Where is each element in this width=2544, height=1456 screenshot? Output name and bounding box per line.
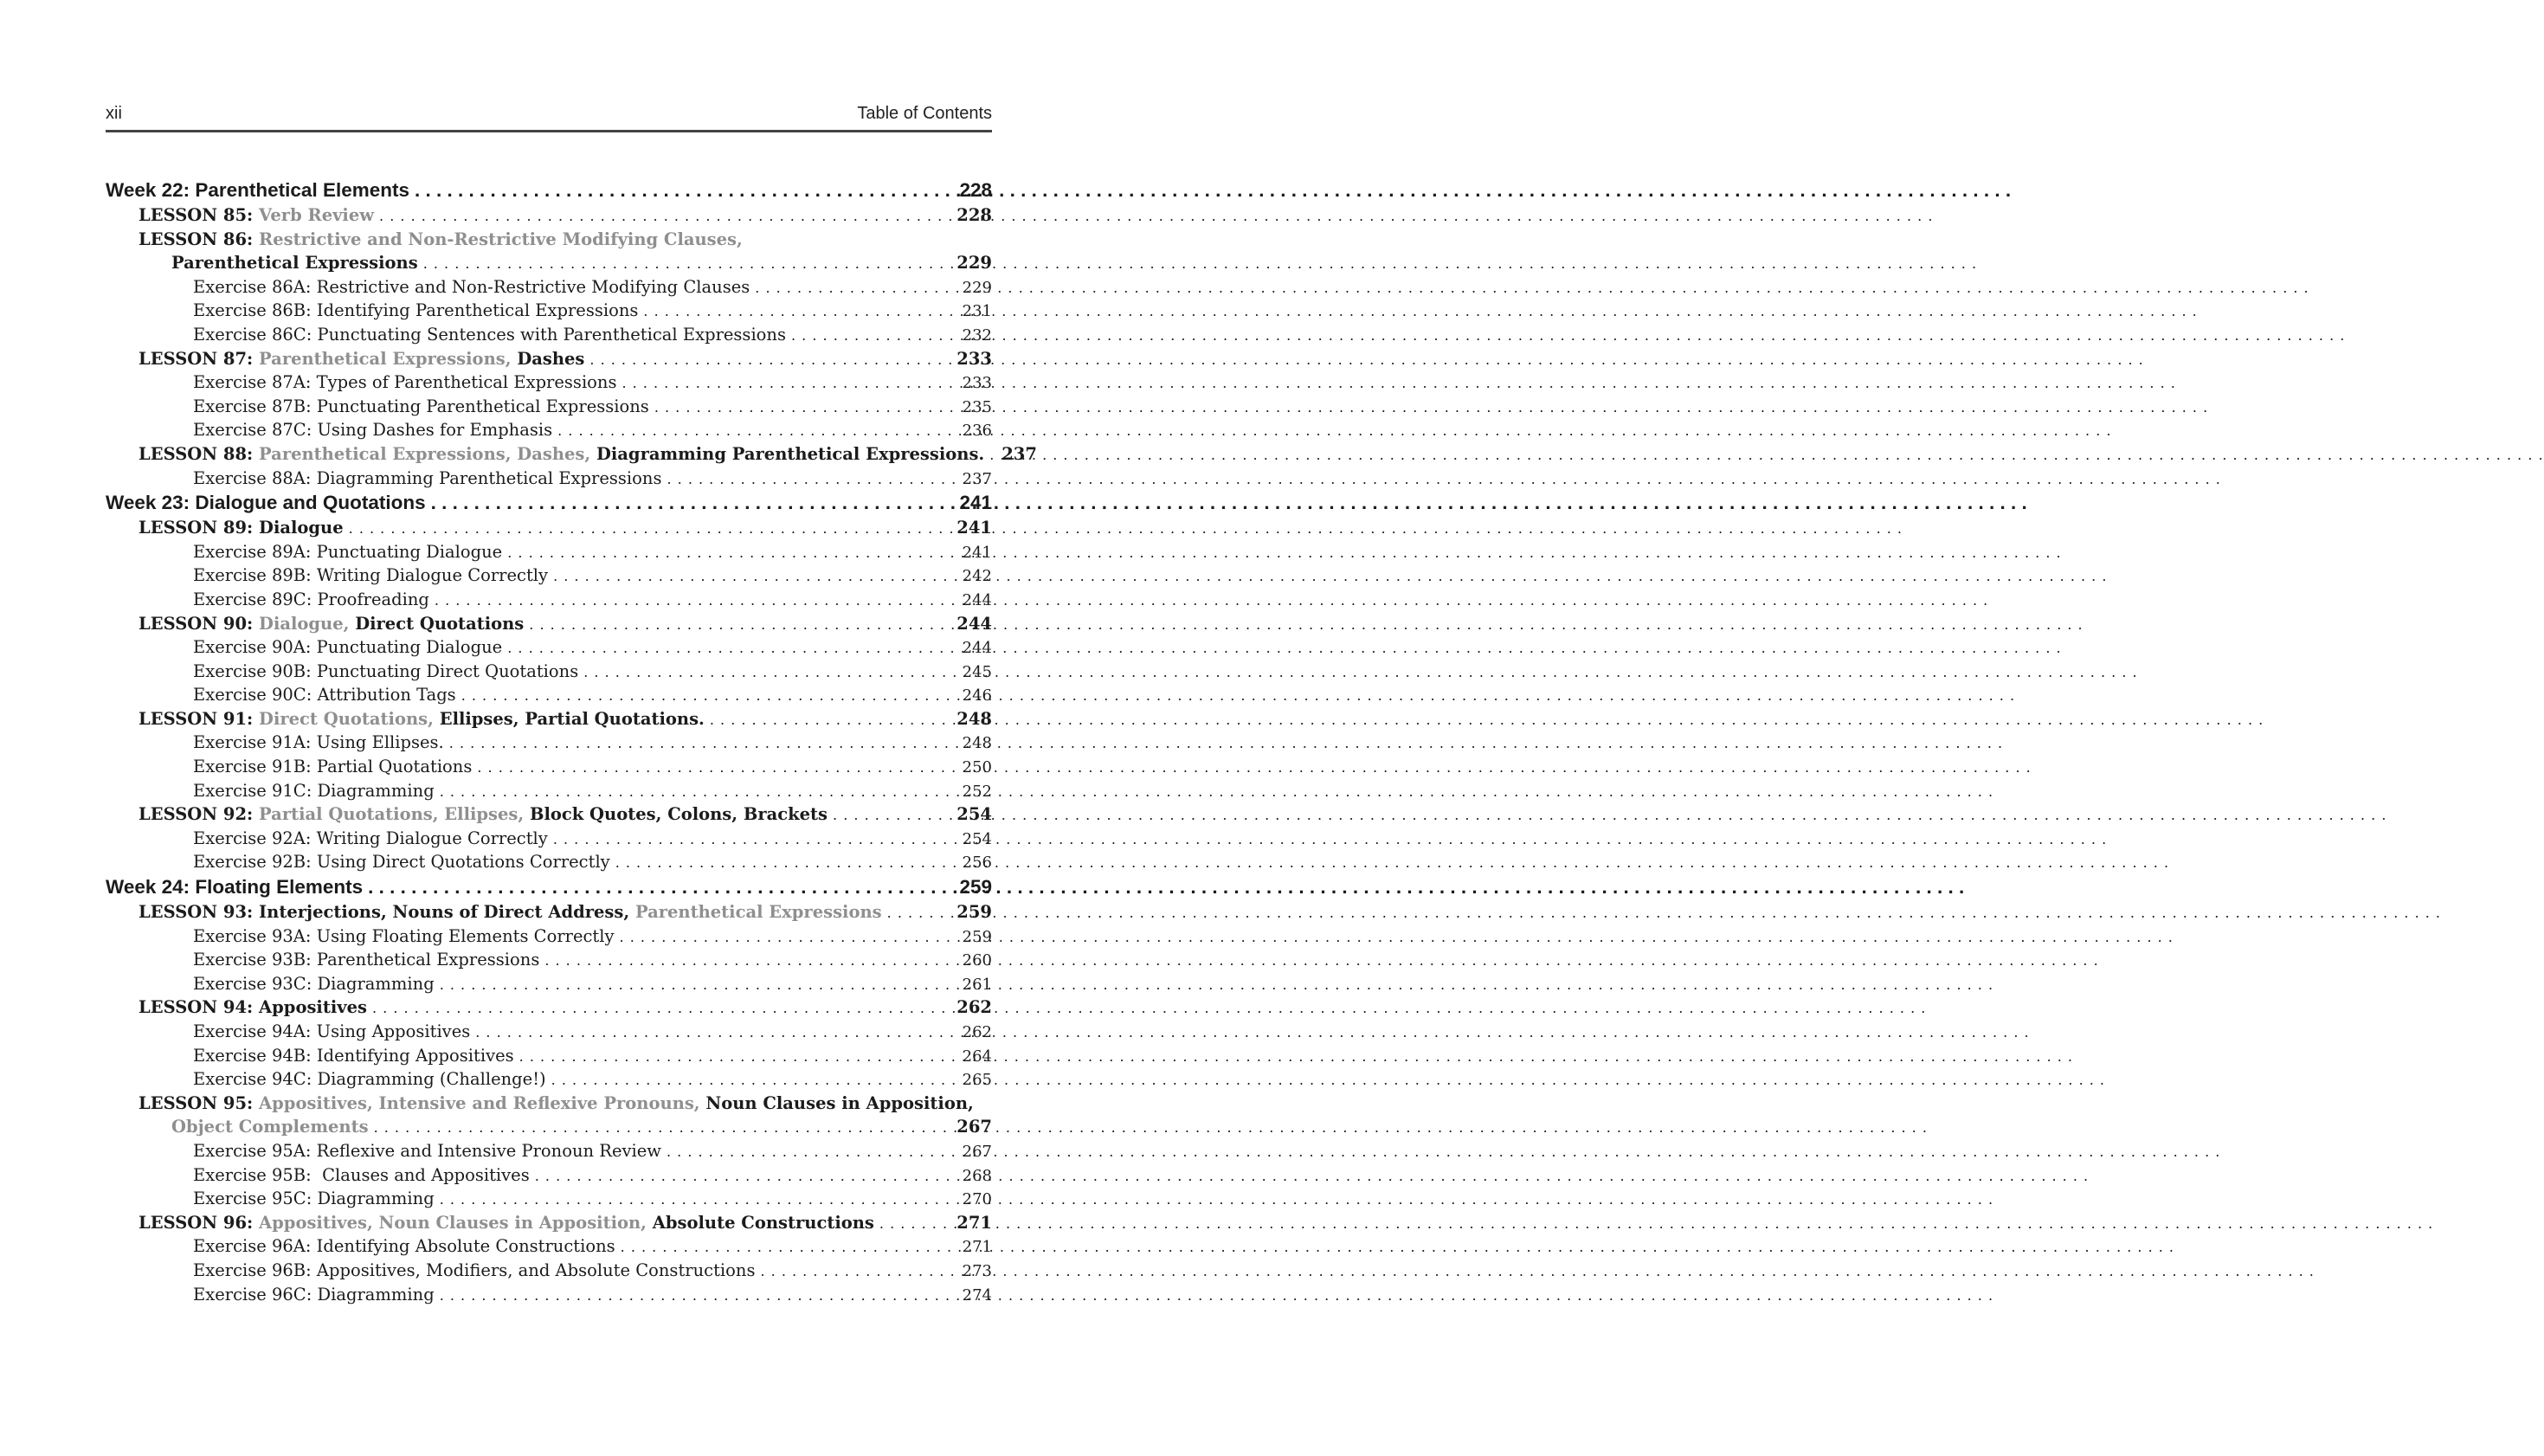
toc-exercise-entry[interactable]: [106, 467, 992, 491]
week-title: Week 23: Dialogue and Quotations: [106, 492, 426, 514]
document-page: [0, 0, 1120, 1456]
review-topic: Dialogue,: [259, 613, 350, 634]
dot-leader: [363, 874, 959, 900]
page-number: 270: [962, 1190, 992, 1209]
toc-exercise-entry[interactable]: [106, 418, 992, 442]
page-number: 260: [962, 951, 992, 970]
page-number: 261: [962, 975, 992, 994]
page-number: 241: [959, 492, 992, 514]
toc-exercise-entry[interactable]: [106, 540, 992, 564]
dot-leader: [539, 949, 962, 973]
toc-exercise-entry[interactable]: [106, 850, 992, 874]
toc-lesson-entry-continued[interactable]: [106, 1115, 992, 1139]
toc-week-entry[interactable]: [106, 490, 992, 516]
toc-exercise-entry[interactable]: [106, 1044, 992, 1068]
new-topic: Absolute Constructions: [652, 1212, 874, 1233]
exercise-title: Exercise 92B: Using Direct Quotations Correctly: [193, 852, 610, 873]
dot-leader: [615, 925, 963, 950]
exercise-title: Exercise 88A: Diagramming Parenthetical Expressions: [193, 467, 662, 488]
page-number: 273: [962, 1261, 992, 1280]
toc-lesson-entry[interactable]: [106, 1211, 992, 1235]
lesson-title: [138, 995, 367, 1020]
review-topic: Verb Review: [259, 205, 375, 225]
running-title: Table of Contents: [857, 104, 992, 123]
toc-exercise-entry[interactable]: [106, 564, 992, 588]
new-topic: Parenthetical Expressions: [171, 253, 418, 274]
toc-lesson-entry[interactable]: [106, 228, 992, 252]
page-number: 229: [956, 253, 992, 274]
lesson-title: [138, 228, 743, 252]
dot-leader: [367, 996, 956, 1021]
lesson-label: LESSON 91:: [138, 708, 254, 729]
page-number: 233: [962, 374, 992, 393]
toc-exercise-entry[interactable]: [106, 948, 992, 972]
dot-leader: [344, 517, 957, 541]
exercise-title: Exercise 96C: Diagramming: [193, 1284, 435, 1305]
dot-leader: [514, 1045, 963, 1069]
toc-exercise-entry[interactable]: [106, 299, 992, 323]
week-title: Week 24: Floating Elements: [106, 876, 364, 899]
page-number: 267: [956, 1117, 992, 1137]
dot-leader: [418, 252, 957, 276]
page-number: 229: [962, 278, 992, 297]
page-number: 237: [962, 469, 992, 488]
page-number: 271: [956, 1212, 992, 1233]
exercise-title: Exercise 86B: Identifying Parenthetical Expressions: [193, 300, 639, 321]
new-topic: Block Quotes, Colons, Brackets: [529, 804, 828, 825]
review-topic: Parenthetical Expressions,: [259, 348, 512, 369]
exercise-title: Exercise 92A: Writing Dialogue Correctly: [193, 828, 548, 848]
review-topic: Partial Quotations, Ellipses,: [259, 804, 525, 825]
toc-exercise-entry[interactable]: [106, 924, 992, 949]
lesson-title: [138, 203, 374, 228]
dot-leader: [548, 564, 963, 589]
review-topic: Parenthetical Expressions, Dashes,: [259, 443, 591, 464]
page-number: 244: [962, 590, 992, 609]
new-topic: Appositives: [259, 997, 367, 1018]
page-number: 259: [956, 902, 992, 923]
exercise-title: Exercise 91B: Partial Quotations: [193, 757, 473, 777]
dot-leader: [584, 348, 956, 372]
lesson-label: LESSON 88:: [138, 443, 254, 464]
toc-exercise-entry[interactable]: [106, 1187, 992, 1211]
toc-exercise-entry[interactable]: [106, 1234, 992, 1259]
dot-leader: [435, 1284, 963, 1308]
dot-leader: [470, 1021, 962, 1045]
page-number: 233: [956, 348, 992, 369]
exercise-title: Exercise 93C: Diagramming: [193, 973, 435, 994]
dot-leader: [426, 490, 960, 516]
page-number: 256: [962, 854, 992, 873]
exercise-title: Exercise 94A: Using Appositives: [193, 1021, 471, 1041]
toc-lesson-entry[interactable]: [106, 900, 992, 924]
exercise-title: Exercise 86A: Restrictive and Non-Restrictive Modifying Clauses: [193, 276, 750, 297]
dot-leader: [638, 300, 962, 324]
toc-exercise-entry[interactable]: [106, 275, 992, 300]
dot-leader: [546, 1068, 963, 1092]
dot-leader: [610, 851, 963, 875]
lesson-title: [138, 707, 705, 731]
toc-exercise-entry[interactable]: [106, 827, 992, 851]
lesson-title: [138, 1092, 974, 1116]
page-number: 231: [962, 302, 992, 321]
toc-lesson-entry[interactable]: [106, 203, 992, 228]
toc-exercise-entry[interactable]: [106, 1163, 992, 1188]
dot-leader: [409, 177, 959, 203]
dot-leader: [786, 324, 963, 348]
lesson-label: LESSON 86:: [138, 229, 254, 249]
exercise-title: Exercise 90C: Attribution Tags: [193, 685, 456, 705]
toc-lesson-entry-continued[interactable]: [106, 251, 992, 275]
new-topic: Noun Clauses in Apposition,: [705, 1092, 974, 1113]
toc-lesson-entry[interactable]: [106, 1092, 992, 1116]
exercise-title: Exercise 87B: Punctuating Parenthetical Expressions: [193, 396, 649, 416]
exercise-title: Exercise 89C: Proofreading: [193, 589, 429, 609]
lesson-label: LESSON 87:: [138, 348, 254, 369]
dot-leader: [578, 660, 962, 685]
toc-exercise-entry[interactable]: [106, 395, 992, 419]
toc-lesson-entry[interactable]: [106, 707, 992, 731]
page-number: 244: [956, 613, 992, 634]
review-topic: Parenthetical Expressions: [634, 902, 882, 923]
page-number: 265: [962, 1071, 992, 1090]
page-number: 252: [962, 782, 992, 801]
toc-exercise-entry[interactable]: [106, 731, 992, 755]
page-number: 248: [962, 734, 992, 753]
exercise-title: Exercise 91A: Using Ellipses.: [193, 732, 444, 753]
dot-leader: [429, 589, 963, 613]
new-topic: Interjections, Nouns of Direct Address,: [259, 902, 630, 923]
toc-exercise-entry[interactable]: [106, 588, 992, 612]
running-header: [106, 97, 992, 132]
lesson-label: LESSON 96:: [138, 1212, 254, 1233]
week-title: Week 22: Parenthetical Elements: [106, 179, 409, 201]
exercise-title: Exercise 90A: Punctuating Dialogue: [193, 637, 503, 658]
dot-leader: [552, 419, 963, 443]
toc-exercise-entry[interactable]: [106, 779, 992, 803]
exercise-title: Exercise 87A: Types of Parenthetical Expressions: [193, 372, 617, 393]
exercise-title: Exercise 93B: Parenthetical Expressions: [193, 950, 540, 970]
lesson-title: [138, 347, 584, 371]
lesson-label: LESSON 92:: [138, 804, 254, 825]
table-of-contents: [106, 177, 1037, 1306]
toc-exercise-entry[interactable]: [106, 683, 992, 707]
dot-leader: [444, 731, 963, 756]
exercise-title: Exercise 95B: Clauses and Appositives: [193, 1164, 530, 1185]
page-number: 237: [1001, 443, 1037, 464]
dot-leader: [616, 371, 962, 396]
lesson-title: [138, 612, 524, 636]
toc-exercise-entry[interactable]: [106, 1139, 992, 1163]
dot-leader: [874, 1212, 956, 1236]
page-number: 228: [956, 205, 992, 225]
toc-exercise-entry[interactable]: [106, 323, 992, 347]
lesson-title: [138, 1211, 874, 1235]
lesson-title: [138, 516, 344, 540]
page-number: 242: [962, 567, 992, 586]
exercise-title: Exercise 89A: Punctuating Dialogue: [193, 541, 503, 562]
dot-leader: [524, 613, 956, 637]
dot-leader: [705, 708, 956, 732]
new-topic: Ellipses, Partial Quotations.: [439, 708, 705, 729]
toc-lesson-entry[interactable]: [106, 612, 992, 636]
page-number: 228: [959, 179, 992, 201]
toc-lesson-entry[interactable]: [106, 995, 992, 1020]
page-number: 245: [962, 662, 992, 681]
toc-week-entry[interactable]: [106, 177, 992, 203]
exercise-title: Exercise 86C: Punctuating Sentences with Parenthetical Expressions: [193, 324, 786, 345]
toc-exercise-entry[interactable]: [106, 635, 992, 660]
toc-exercise-entry[interactable]: [106, 370, 992, 395]
lesson-label: LESSON 93:: [138, 902, 254, 923]
dot-leader: [435, 780, 963, 804]
exercise-title: Exercise 94B: Identifying Appositives: [193, 1045, 514, 1066]
page-number: 244: [962, 639, 992, 658]
new-topic: Dashes: [517, 348, 585, 369]
dot-leader: [472, 756, 962, 780]
exercise-title: Exercise 90B: Punctuating Direct Quotations: [193, 660, 579, 681]
dot-leader: [374, 204, 956, 229]
toc-exercise-entry[interactable]: [106, 1283, 992, 1307]
lesson-label: LESSON 95:: [138, 1092, 254, 1113]
toc-exercise-entry[interactable]: [106, 660, 992, 684]
page-number: 248: [956, 708, 992, 729]
page-number: 268: [962, 1166, 992, 1185]
page-number: 259: [962, 927, 992, 946]
review-topic: Appositives, Intensive and Reflexive Pronouns,: [259, 1092, 700, 1113]
dot-leader: [369, 1116, 957, 1140]
dot-leader: [435, 1188, 963, 1212]
new-topic: Diagramming Parenthetical Expressions.: [596, 443, 985, 464]
toc-lesson-entry[interactable]: [106, 347, 992, 371]
exercise-title: Exercise 91C: Diagramming: [193, 780, 435, 801]
dot-leader: [502, 636, 962, 660]
review-topic: Direct Quotations,: [259, 708, 434, 729]
dot-leader: [530, 1164, 963, 1189]
page-number: 241: [962, 543, 992, 562]
toc-week-entry[interactable]: [106, 874, 992, 900]
dot-leader: [661, 467, 962, 492]
dot-leader: [828, 803, 956, 828]
dot-leader: [649, 396, 963, 420]
review-topic: Appositives, Noun Clauses in Apposition,: [259, 1212, 647, 1233]
page-number: 262: [962, 1023, 992, 1041]
toc-exercise-entry[interactable]: [106, 755, 992, 779]
page-number: 250: [962, 758, 992, 777]
dot-leader: [882, 901, 957, 925]
lesson-title: [138, 442, 984, 467]
dot-leader: [435, 973, 963, 997]
dot-leader: [456, 684, 963, 708]
lesson-label: LESSON 90:: [138, 613, 254, 634]
exercise-title: Exercise 94C: Diagramming (Challenge!): [193, 1069, 546, 1090]
new-topic: Direct Quotations: [355, 613, 525, 634]
page-number: 254: [962, 829, 992, 848]
toc-exercise-entry[interactable]: [106, 1259, 992, 1283]
toc-exercise-entry[interactable]: [106, 1020, 992, 1044]
dot-leader: [502, 541, 962, 565]
lesson-title: [138, 900, 882, 924]
exercise-title: Exercise 96B: Appositives, Modifiers, and Absolute Constructions: [193, 1260, 756, 1280]
page-number: 259: [959, 876, 992, 899]
page-number: 241: [956, 518, 992, 538]
review-topic: Object Complements: [171, 1117, 369, 1137]
page-number: 264: [962, 1047, 992, 1066]
dot-leader: [750, 276, 962, 300]
page-number: 267: [962, 1142, 992, 1161]
toc-exercise-entry[interactable]: [106, 1067, 992, 1092]
header-rule: [106, 130, 992, 132]
lesson-label: LESSON 85:: [138, 205, 254, 225]
page-number-label: xii: [106, 104, 122, 123]
toc-exercise-entry[interactable]: [106, 972, 992, 996]
exercise-title: Exercise 87C: Using Dashes for Emphasis: [193, 420, 553, 441]
dot-leader: [984, 443, 1001, 467]
page-number: 232: [962, 325, 992, 345]
lesson-label: LESSON 89:: [138, 518, 254, 538]
toc-lesson-entry[interactable]: [106, 802, 992, 827]
exercise-title: Exercise 95C: Diagramming: [193, 1189, 435, 1209]
page-number: 236: [962, 422, 992, 441]
page-number: 262: [956, 997, 992, 1018]
page-number: 254: [956, 804, 992, 825]
dot-leader: [548, 828, 963, 852]
dot-leader: [661, 1140, 963, 1164]
lesson-title: [138, 802, 828, 827]
page-number: 246: [962, 686, 992, 705]
toc-lesson-entry[interactable]: [106, 516, 992, 540]
page-number: 235: [962, 397, 992, 416]
exercise-title: Exercise 95A: Reflexive and Intensive Pronoun Review: [193, 1140, 661, 1161]
page-number: 271: [962, 1238, 992, 1257]
dot-leader: [615, 1235, 963, 1260]
dot-leader: [755, 1260, 962, 1284]
new-topic: Dialogue: [259, 518, 344, 538]
exercise-title: Exercise 93A: Using Floating Elements Correctly: [193, 925, 615, 946]
page-number: 274: [962, 1285, 992, 1305]
exercise-title: Exercise 96A: Identifying Absolute Constructions: [193, 1236, 615, 1257]
lesson-label: LESSON 94:: [138, 997, 254, 1018]
review-topic: Restrictive and Non-Restrictive Modifying Clauses,: [259, 229, 743, 249]
exercise-title: Exercise 89B: Writing Dialogue Correctly: [193, 565, 549, 586]
toc-lesson-entry[interactable]: [106, 442, 1037, 467]
